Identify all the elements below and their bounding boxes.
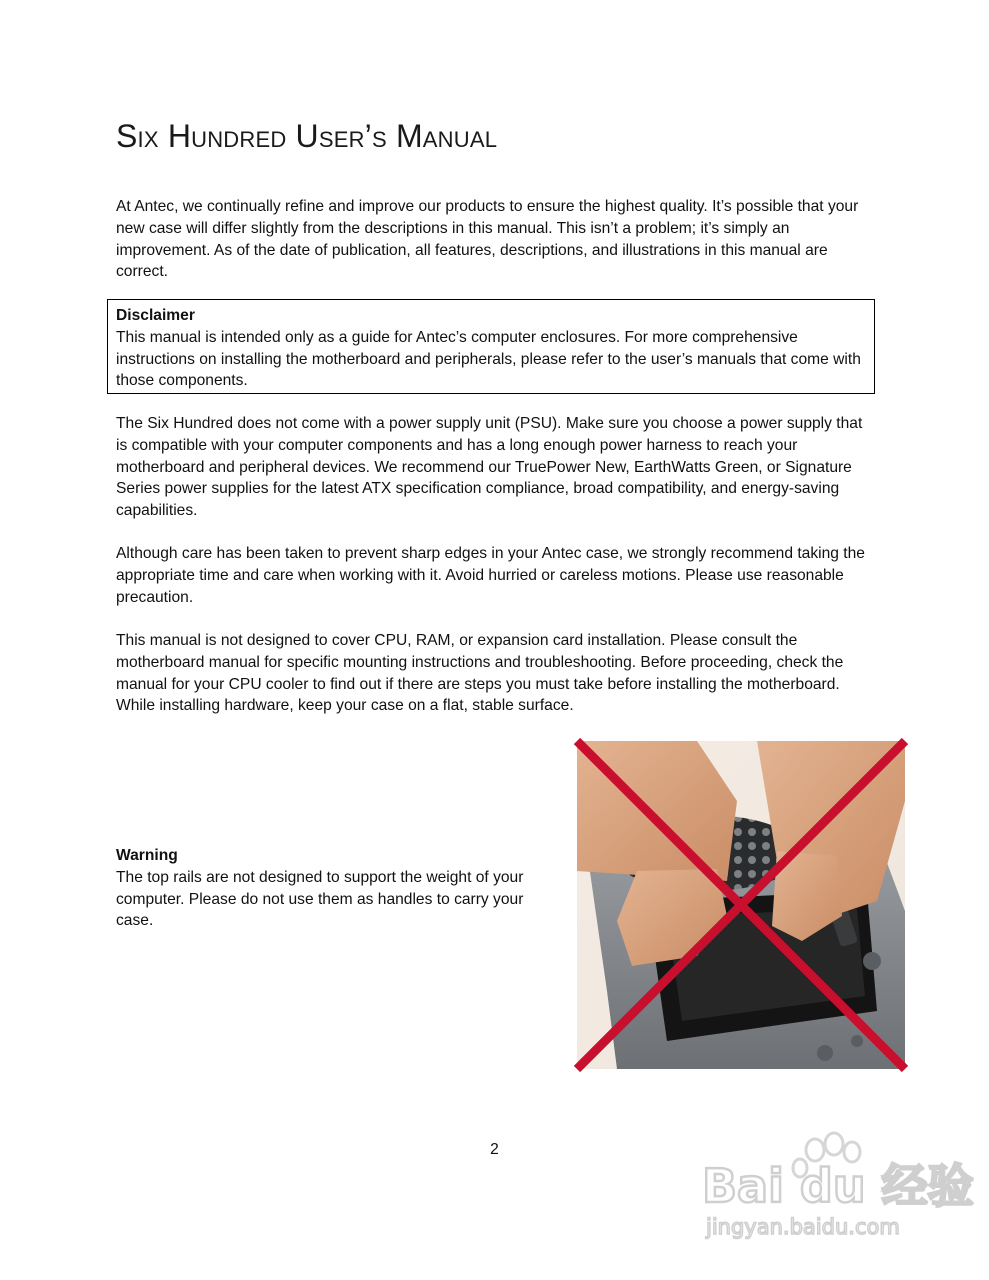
baidu-jingyan-watermark xyxy=(700,1130,974,1250)
edges-paragraph: Although care has been taken to prevent sharp edges in your Antec case, we strongly recommend taking the appropriate time and care when working with it. Avoid hurried or careless motions. Please use reasonable precaution. xyxy=(116,545,865,606)
page-title: Six Hundred User’s Manual xyxy=(116,118,498,154)
watermark-brand: Bai du 经验 xyxy=(702,1159,974,1213)
watermark-url: jingyan.baidu.com xyxy=(706,1215,900,1239)
page-number: 2 xyxy=(490,1141,499,1158)
psu-paragraph: The Six Hundred does not come with a power supply unit (PSU). Make sure you choose a power supply that is compatible with your computer components and has a long enough power harness to reach your motherboard and peripheral devices. We recommend our TruePower New, EarthWatts Green, or Signature Series power supplies for the latest ATX specification compliance, broad compatibility, and energy-saving capabilities. xyxy=(116,415,863,520)
warning-photo xyxy=(577,741,905,1069)
disclaimer-body: This manual is intended only as a guide for Antec’s computer enclosures. For more comprehensive instructions on installing the motherboard and peripherals, please refer to the user’s manuals that come with those components. xyxy=(116,328,861,390)
baidu-paw-logo-icon xyxy=(700,1130,974,1250)
manual-paragraph: This manual is not designed to cover CPU, RAM, or expansion card installation. Please consult the motherboard manual for specific mounting instructions and troubleshooting. Before proceeding, check the manual for your CPU cooler to find out if there are steps you must take before installing the motherboard. While installing hardware, keep your case on a flat, stable surface. xyxy=(116,632,844,715)
warning-block xyxy=(116,845,526,932)
disclaimer-heading: Disclaimer xyxy=(116,307,195,324)
warning-heading: Warning xyxy=(116,847,178,864)
intro-paragraph: At Antec, we continually refine and improve our products to ensure the highest quality. It’s possible that your new case will differ slightly from the descriptions in this manual. This isn’t a problem; it’s simply an improvement. As of the date of publication, all features, descriptions, and illustrations in this manual are correct. xyxy=(116,198,859,281)
hands-lifting-case-illustration xyxy=(577,741,905,1069)
warning-body: The top rails are not designed to support the weight of your computer. Please do not use them as handles to carry your case. xyxy=(116,868,524,930)
disclaimer-box xyxy=(107,299,875,394)
